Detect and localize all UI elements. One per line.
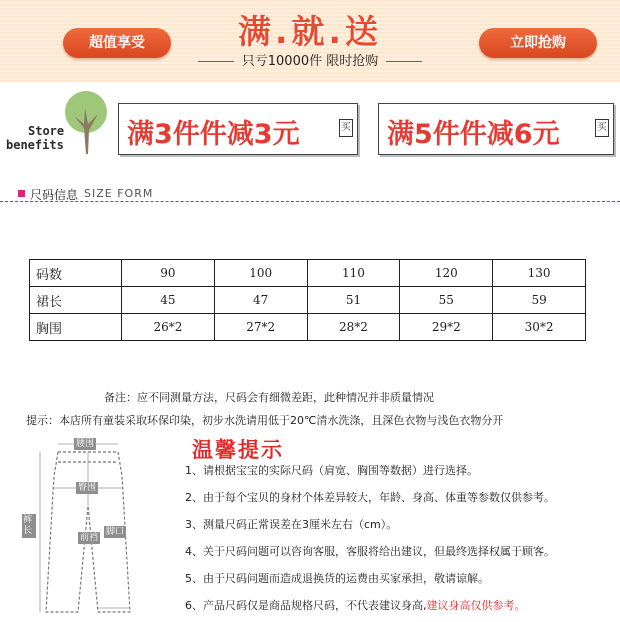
table-cell: 90 [122,260,215,287]
coupon-text: 满5件件减6元 [387,119,560,150]
coupon-tag: 买 [595,119,609,137]
front-rise-label: 前裆 [80,533,99,543]
table-row [30,314,586,341]
row-label: 码数 [30,260,122,287]
washing-hint: 提示：本店所有童装采取环保印染，初步水洗请用低于20℃清水洗涤，且深色衣物与浅色衣物分开 [26,414,504,427]
measurement-remark: 备注：应不同测量方法，尺码会有细微差距，此种情况并非质量情况 [104,391,434,404]
size-section-header [0,185,620,203]
size-section-subtitle: SIZE FORM [84,187,154,200]
table-cell: 30*2 [493,314,586,341]
list-item: 2、由于每个宝贝的身材个体差异较大，年龄、身高、体重等参数仅供参考。 [185,491,555,504]
list-item: 1、请根据宝宝的实际尺码（肩宽、胸围等数据）进行选择。 [185,464,478,477]
table-cell: 27*2 [214,314,307,341]
coupon-text: 满3件件减3元 [127,119,300,150]
list-item: 4、关于尺码问题可以咨询客服，客服将给出建议，但最终选择权属于顾客。 [185,545,555,558]
table-cell: 26*2 [122,314,215,341]
coupon-buy3-save3[interactable] [118,103,358,155]
table-cell: 59 [493,287,586,314]
section-divider [0,201,620,202]
list-item: 5、由于尺码问题而造成退换货的运费由买家承担，敬请谅解。 [185,572,489,585]
banner-subtitle: 只亏10000件 限时抢购 [0,50,620,69]
row-label: 裙长 [30,287,122,314]
table-row [30,260,586,287]
waist-label: 腰围 [76,439,95,449]
hip-label: 臀围 [78,483,97,493]
tips-list [185,464,555,622]
promo-banner [0,0,620,82]
store-benefits-label: Store benefits [6,124,65,152]
coupon-buy5-save6[interactable] [378,103,614,155]
length-label: 裤长 [22,514,36,538]
table-cell: 51 [307,287,400,314]
list-item [185,599,555,622]
banner-title: 满.就.送 [237,12,383,51]
table-cell: 28*2 [307,314,400,341]
table-cell: 130 [493,260,586,287]
table-cell: 120 [400,260,493,287]
list-item: 3、测量尺码正常误差在3厘米左右（cm）。 [185,518,398,531]
section-marker-icon [18,190,25,197]
leg-opening-label: 脚口 [106,527,125,537]
pants-outline-icon [18,436,158,616]
tip-text: 6、产品尺码仅是商品规格尺码，不代表建议身高, [185,599,427,612]
table-cell: 110 [307,260,400,287]
row-label: 胸围 [30,314,122,341]
buy-now-button[interactable]: 立即抢购 [479,28,597,58]
tip-highlight: 建议身高仅供参考。 [426,599,526,612]
table-cell: 45 [122,287,215,314]
value-enjoy-button[interactable]: 超值享受 [63,28,171,58]
size-table [29,259,586,341]
pants-diagram [18,436,158,616]
table-cell: 29*2 [400,314,493,341]
table-row [30,287,586,314]
table-cell: 47 [214,287,307,314]
table-cell: 100 [214,260,307,287]
table-cell: 55 [400,287,493,314]
tree-icon [64,90,108,154]
coupon-tag: 买 [339,119,353,137]
tips-title: 温馨提示 [192,438,284,462]
size-section-title: 尺码信息 [30,188,79,202]
